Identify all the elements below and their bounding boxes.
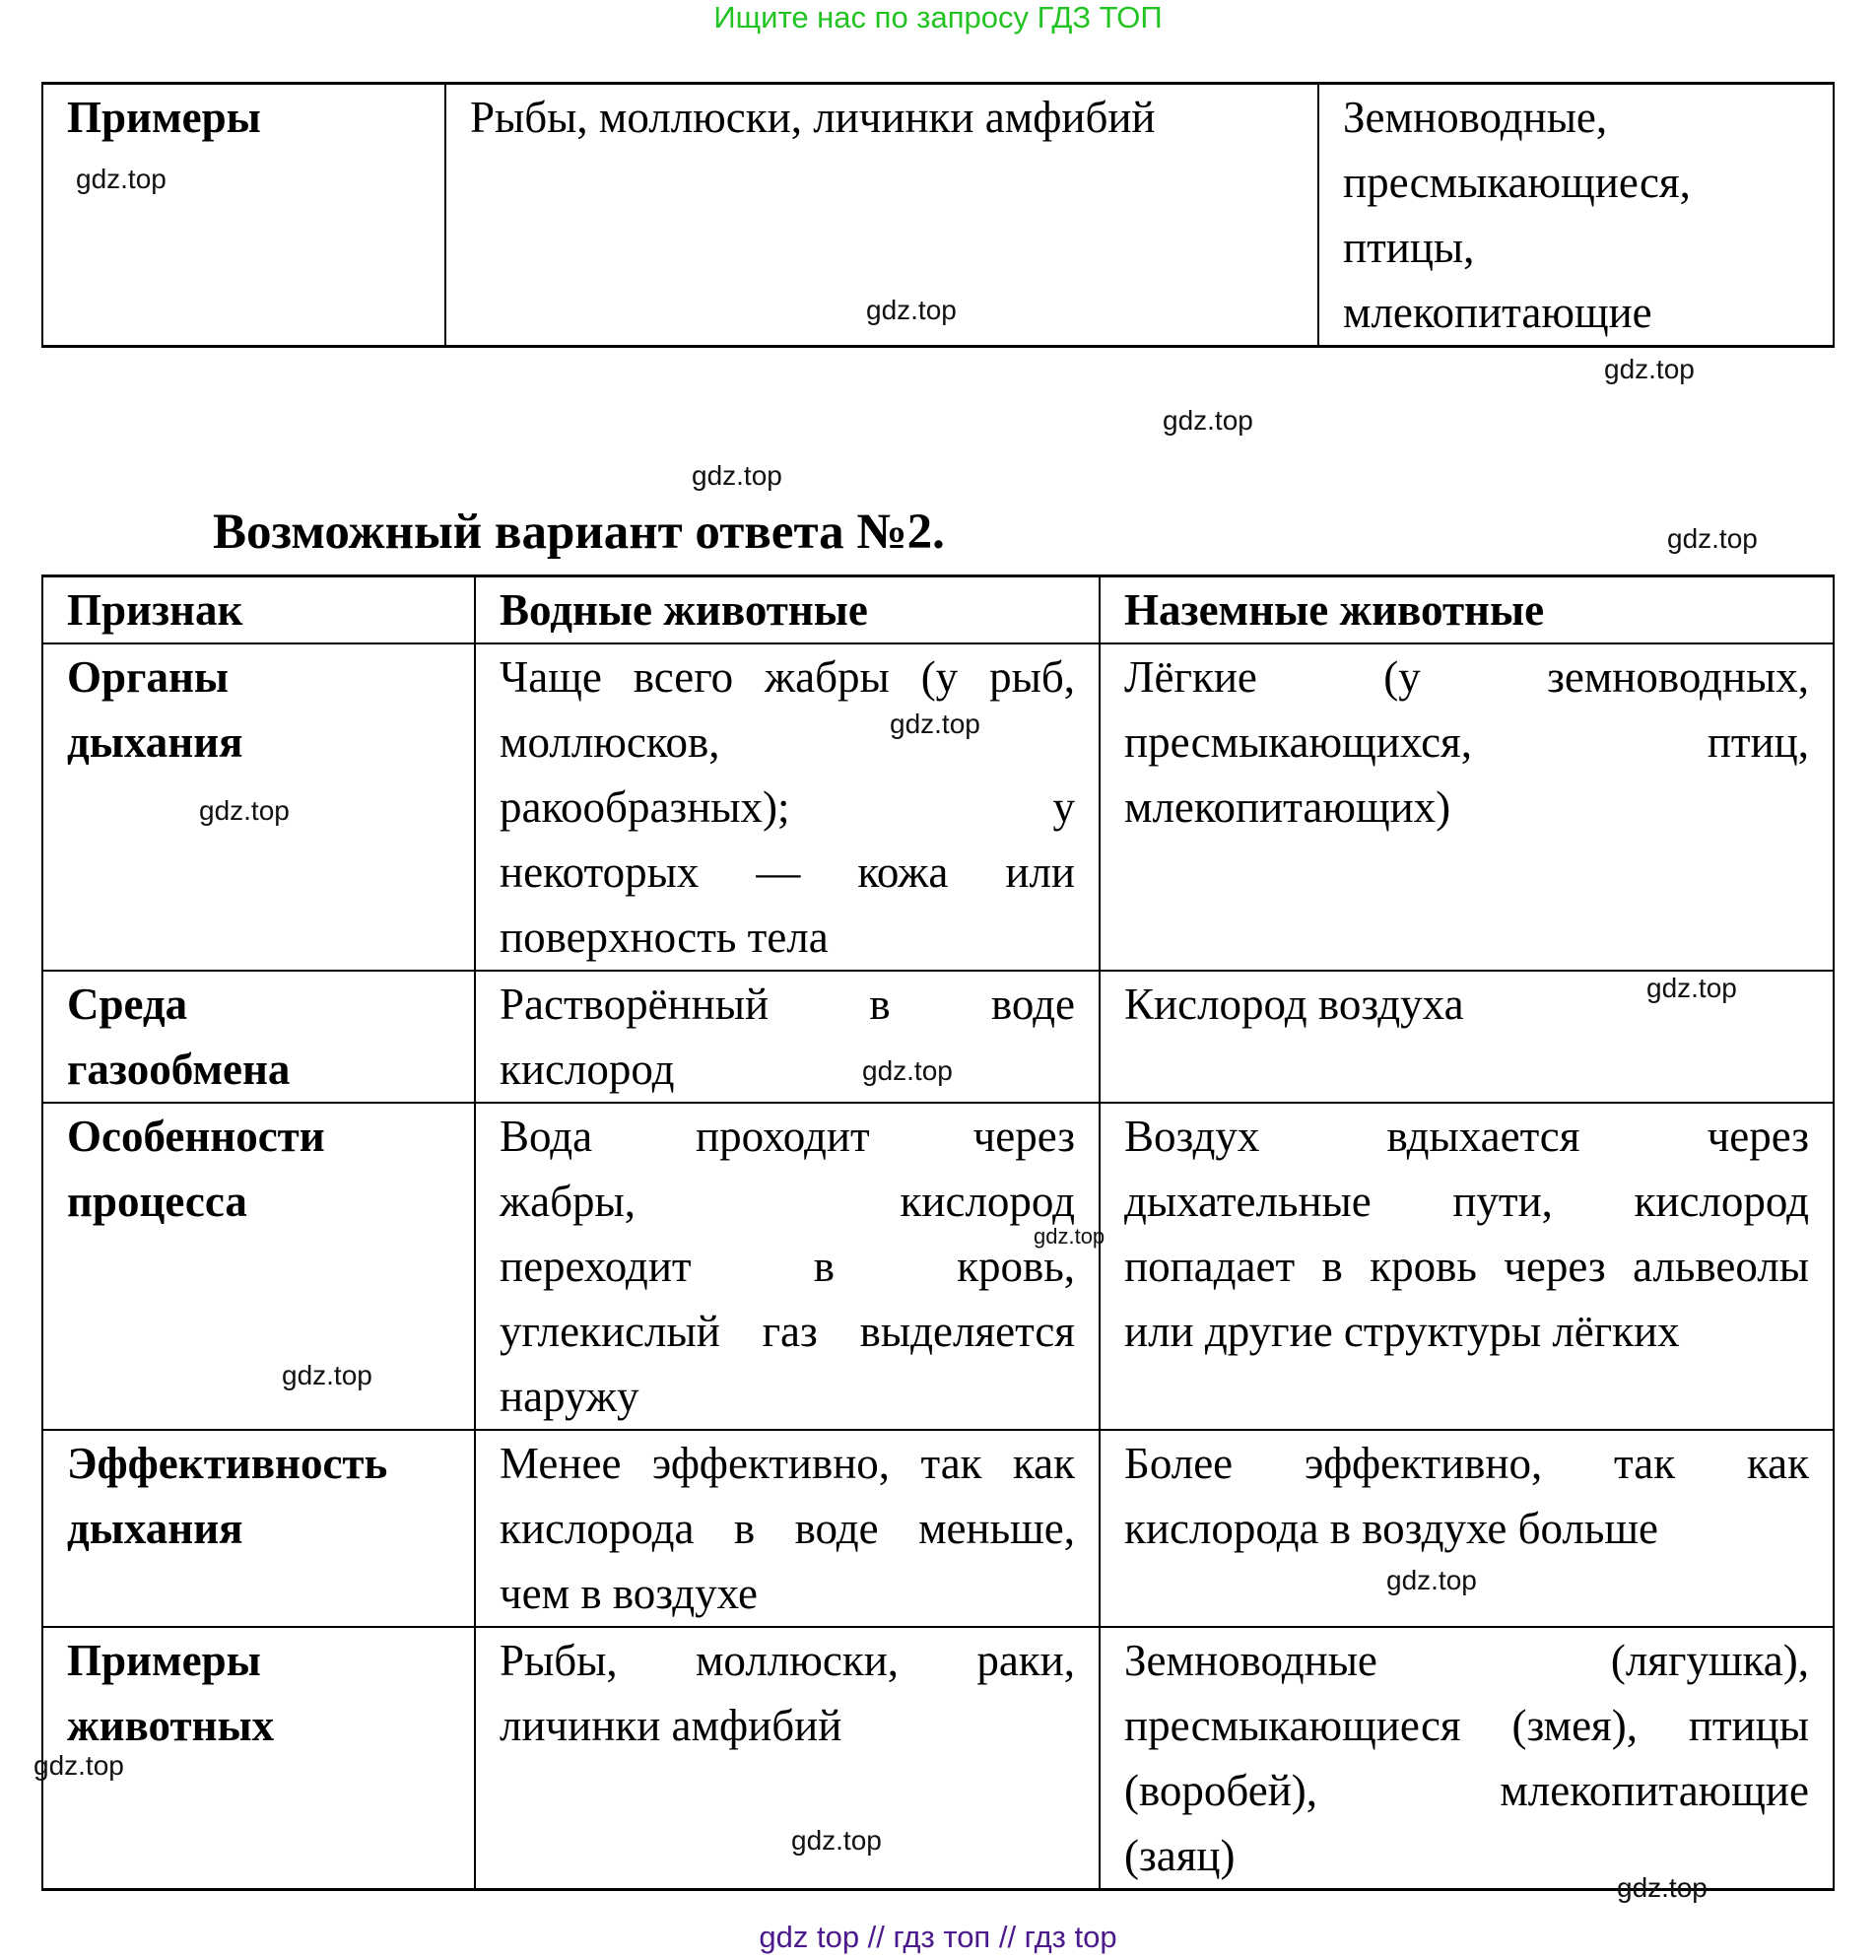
cell-text-line: углекислый газ выделяется [500,1307,1075,1356]
table-cell [1100,643,1834,971]
cell-text-line: Земноводные, [1343,93,1608,142]
cell-text-line: попадает в кровь через альвеолы [1124,1242,1809,1291]
cell-text-line: Среда [67,980,188,1029]
watermark: gdz.top [1604,354,1695,384]
cell-text-line: или другие структуры лёгких [1124,1307,1680,1356]
table-cell [1318,84,1834,347]
cell-text-line: дыхательные пути, кислород [1124,1177,1809,1226]
cell-text-line: Менее эффективно, так как [500,1439,1075,1488]
watermark: gdz.top [282,1360,372,1390]
table-cell [1100,576,1834,644]
row-label-cell [42,971,475,1103]
watermark: gdz.top [862,1055,953,1086]
cell-text-line: жабры, кислород [500,1177,1075,1226]
watermark: gdz.top [199,795,290,826]
cell-text-line: Признак [67,585,243,635]
cell-text-line: Особенности [67,1112,325,1161]
table-cell [1100,1627,1834,1890]
cell-text-line: чем в воздухе [500,1569,758,1618]
cell-text-line: (заяц) [1124,1831,1236,1880]
cell-text-line: моллюсков, [500,717,720,767]
cell-text-line: кислород [500,1045,675,1094]
cell-text-line: ракообразных); у [500,782,1075,832]
watermark: gdz.top [1617,1872,1708,1903]
cell-text-line: переходит в кровь, [500,1242,1075,1291]
table-row [42,1627,1834,1890]
cell-text-line: животных [67,1701,275,1750]
cell-text-line: Земноводные (лягушка), [1124,1636,1809,1685]
table-cell [475,1103,1100,1430]
cell-text-line: Органы [67,652,230,702]
row-label-cell [42,1103,475,1430]
cell-text-line: птицы, [1343,223,1475,272]
cell-text-line: наружу [500,1372,639,1421]
table-cell [475,1430,1100,1627]
table-row [42,576,1834,644]
table-cell [475,643,1100,971]
footer-links: gdz top // гдз топ // гдз top [759,1920,1117,1954]
answer-heading: Возможный вариант ответа №2. [213,505,945,560]
cell-text-line: кислорода в воздухе больше [1124,1504,1658,1553]
cell-text-line: Вода проходит через [500,1112,1075,1161]
table-cell [475,1627,1100,1890]
cell-text-line: Наземные животные [1124,585,1545,635]
cell-text-line: млекопитающие [1343,288,1652,337]
watermark: gdz.top [866,295,957,325]
cell-text-line: Эффективность [67,1439,388,1488]
search-banner: Ищите нас по запросу ГДЗ ТОП [713,0,1163,34]
cell-text-line: Примеры [67,93,261,142]
cell-text-line: Более эффективно, так как [1124,1439,1809,1488]
table-row [42,643,1834,971]
table-row [42,1430,1834,1627]
cell-text-line: (воробей), млекопитающие [1124,1766,1809,1815]
cell-text-line: Примеры [67,1636,261,1685]
table-cell [1100,1103,1834,1430]
cell-text-line: поверхность тела [500,912,829,962]
watermark: gdz.top [1386,1565,1477,1595]
cell-text-line: дыхания [67,1504,243,1553]
cell-text-line: Водные животные [500,585,868,635]
cell-text-line: пресмыкающиеся (змея), птицы [1124,1701,1809,1750]
cell-text-line: процесса [67,1177,247,1226]
row-label-cell [42,576,475,644]
cell-text-line: Рыбы, моллюски, личинки амфибий [470,93,1156,142]
row-label-cell [42,1430,475,1627]
cell-text-line: некоторых — кожа или [500,847,1075,897]
cell-text-line: Лёгкие (у земноводных, [1124,652,1809,702]
cell-text-line: личинки амфибий [500,1701,842,1750]
cell-text-line: Растворённый в воде [500,980,1075,1029]
watermark: gdz.top [692,460,782,491]
watermark: gdz.top [76,164,167,194]
cell-text-line: кислорода в воде меньше, [500,1504,1075,1553]
cell-text-line: млекопитающих) [1124,782,1451,832]
table-cell [475,576,1100,644]
comparison-table [41,574,1835,1891]
watermark: gdz.top [1667,523,1758,554]
watermark: gdz.top [791,1825,882,1856]
watermark: gdz.top [34,1750,124,1781]
cell-text-line: Воздух вдыхается через [1124,1112,1809,1161]
row-label-cell [42,84,445,347]
cell-text-line: Кислород воздуха [1124,980,1464,1029]
cell-text-line: Рыбы, моллюски, раки, [500,1636,1075,1685]
watermark: gdz.top [1034,1224,1106,1249]
table-cell [475,971,1100,1103]
watermark: gdz.top [1163,405,1253,436]
cell-text-line: пресмыкающиеся, [1343,158,1691,207]
cell-text-line: газообмена [67,1045,291,1094]
cell-text-line: Чаще всего жабры (у рыб, [500,652,1075,702]
table-cell [1100,1430,1834,1627]
watermark: gdz.top [890,709,980,739]
cell-text-line: пресмыкающихся, птиц, [1124,717,1809,767]
cell-text-line: дыхания [67,717,243,767]
watermark: gdz.top [1646,973,1737,1003]
